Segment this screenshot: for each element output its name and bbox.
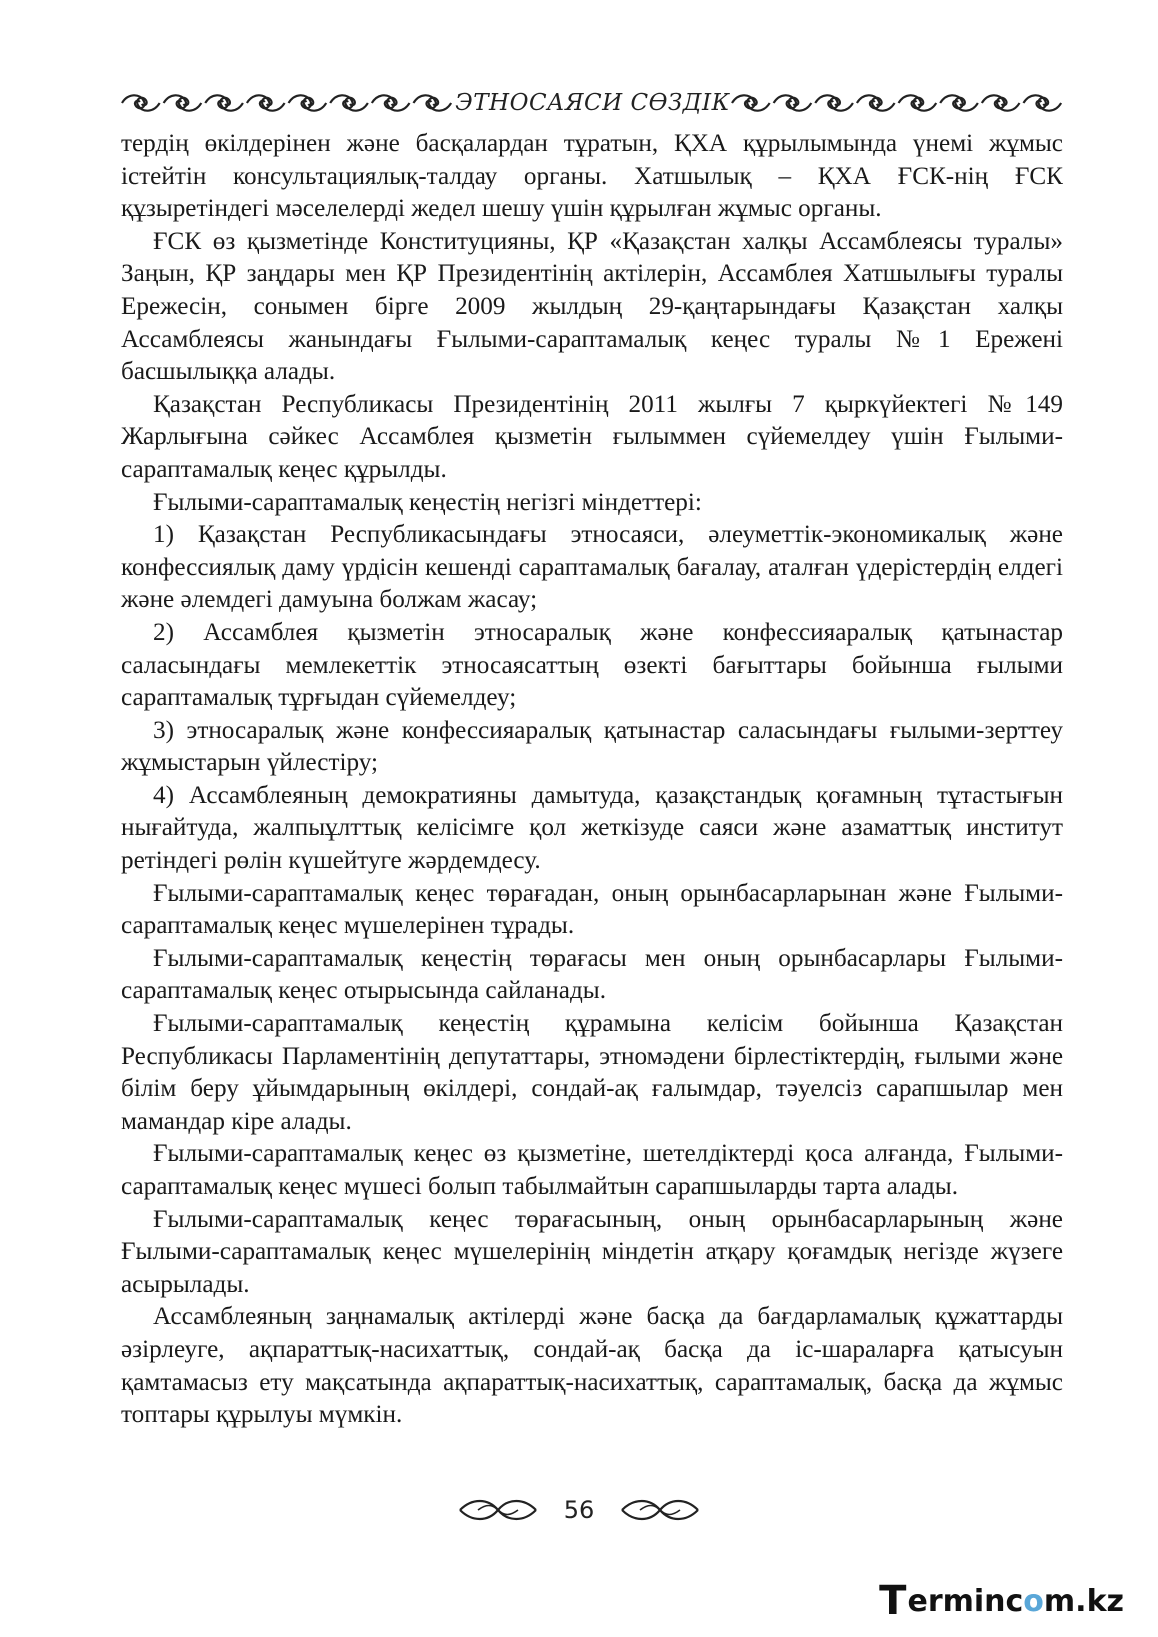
running-header [120,86,1065,120]
list-item: 4) Ассамблеяның демократияны дамытуда, қазақстандық қоғамның тұтастығын нығайтуда, жалпыұлттық келісімге қол жеткізуде саяси және азаматтық институт ретіндегі рөлін күшейтуге жәрдемдесу. [121,781,1063,875]
paragraph: тердің өкілдерінен және басқалардан тұратын, ҚХА құрылымында үнемі жұмыс істейтін консультациялық-талдау органы. Хатшылық – ҚХА ҒСК-нің ҒСК құзыретіндегі мәселелерді жедел шешу үшін құрылған жұмыс органы. [121,130,1063,223]
ornament-left-icon [120,91,455,115]
paragraph: Ғылыми-сараптамалық кеңестің төрағасы мен оның орынбасарлары Ғылыми-сараптамалық кеңес отырысында сайланады. [121,944,1063,1005]
list-item: 1) Қазақстан Республикасындағы этносаяси, әлеуметтік-экономикалық және конфессиялық даму үрдісін кешенді сараптамалық бағалау, аталған үдерістердің елдегі және әлемдегі дамуына болжам жасау; [121,521,1063,614]
page-footer [0,1490,1158,1530]
watermark-text: erminc [907,1583,1024,1619]
paragraph: Ғылыми-сараптамалық кеңестің негізгі міндеттері: [153,488,702,516]
site-watermark [879,1578,1124,1624]
ornament-right-icon [730,91,1065,115]
watermark-accent: o [1023,1583,1044,1619]
paragraph: Қазақстан Республикасы Президентінің 2011 жылғы 7 қыркүйектегі №149 Жарлығына сәйкес Ассамблея қызметін ғылыммен сүйемелдеу үшін Ғылыми-сараптамалық кеңес құрылды. [121,390,1063,483]
watermark-initial: T [879,1578,907,1624]
footer-ornament-right-icon [620,1496,700,1524]
page-number: 56 [563,1496,595,1524]
paragraph: Ғылыми-сараптамалық кеңестің құрамына келісім бойынша Қазақстан Республикасы Парламентінің депутаттары, этномәдени бірлестіктердің, ғылыми және білім беру ұйымдарының өкілдері, сондай-ақ ғалымдар, тәуелсіз сарапшылар мен мамандар кіре алады. [121,1010,1063,1135]
body-text [121,128,1063,1432]
watermark-domain: m.kz [1043,1583,1124,1619]
paragraph: Ғылыми-сараптамалық кеңес төрағасының, оның орынбасарларының және Ғылыми-сараптамалық кеңес мүшелерінің міндетін атқару қоғамдық негізде жүзеге асырылады. [121,1205,1063,1298]
list-item: 3) этносаралық және конфессияаралық қатынастар саласындағы ғылыми-зерттеу жұмыстарын үйлестіру; [121,716,1063,777]
header-title: ЭТНОСАЯСИ СӨЗДІК [455,90,730,116]
list-item: 2) Ассамблея қызметін этносаралық және конфессияаралық қатынастар саласындағы мемлекеттік этносаясаттың өзекті бағыттары бойынша ғылыми сараптамалық тұрғыдан сүйемелдеу; [121,618,1063,712]
paragraph: Ассамблеяның заңнамалық актілерді және басқа да бағдарламалық құжаттарды әзірлеуге, ақпараттық-насихаттық, сондай-ақ басқа да іс-шараларға қатысуын қамтамасыз ету мақсатында ақпараттық-насихаттық, сараптамалық, басқа да жұмыс топтары құрылуы мүмкін. [121,1303,1063,1429]
paragraph: Ғылыми-сараптамалық кеңес төрағадан, оның орынбасарларынан және Ғылыми-сараптамалық кеңес мүшелерінен тұрады. [121,879,1063,940]
footer-ornament-left-icon [458,1496,538,1524]
paragraph: ҒСК өз қызметінде Конституцияны, ҚР «Қазақстан халқы Ассамблеясы туралы» Заңын, ҚР заңдары мен ҚР Президентінің актілерін, Ассамблея Хатшылығы туралы Ережесін, сонымен бірге 2009 жылдың 29-қаңтарындағы Қазақстан халқы Ассамблеясы жанындағы Ғылыми-сараптамалық кеңес туралы №1 Ережені басшылыққа алады. [121,227,1063,386]
paragraph: Ғылыми-сараптамалық кеңес өз қызметіне, шетелдіктерді қоса алғанда, Ғылыми-сараптамалық кеңес мүшесі болып табылмайтын сарапшыларды тарта алады. [121,1140,1063,1200]
